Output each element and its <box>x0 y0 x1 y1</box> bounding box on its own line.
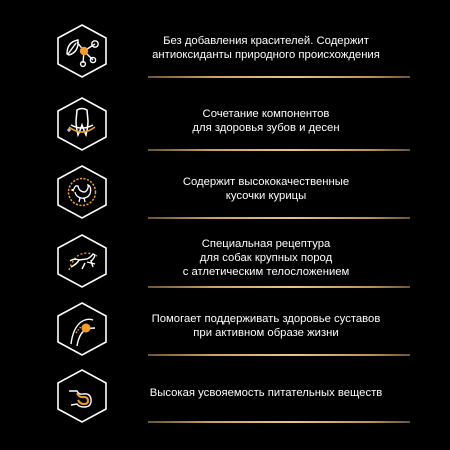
gold-divider <box>148 421 410 423</box>
molecule-leaf-icon <box>57 24 107 78</box>
feature-text: Высокая усвояемость питательных веществ <box>149 386 383 399</box>
feature-row <box>0 232 450 288</box>
feature-text: Помогает поддерживать здоровье суставов при активном образе жизни <box>151 312 381 339</box>
tooth-icon <box>57 97 107 151</box>
gold-divider <box>148 149 410 151</box>
feature-text: Сочетание компонентов для здоровья зубов и десен <box>192 107 340 134</box>
stomach-icon <box>57 369 107 423</box>
feature-row <box>0 95 450 151</box>
gold-divider <box>148 286 410 288</box>
gold-divider <box>148 354 410 356</box>
feature-row <box>0 22 450 78</box>
gold-divider <box>148 217 410 219</box>
chicken-icon <box>57 165 107 219</box>
feature-row <box>0 300 450 356</box>
feature-text: Специальная рецептура для собак крупных пород с атлетическим телосложением <box>182 237 350 278</box>
feature-row <box>0 163 450 219</box>
feature-text: Без добавления красителей. Содержит антиоксиданты природного происхождения <box>152 34 380 61</box>
joint-icon <box>57 302 107 356</box>
running-dog-icon <box>57 234 107 288</box>
feature-text: Содержит высококачественные кусочки курицы <box>182 175 350 202</box>
gold-divider <box>148 76 410 78</box>
feature-row <box>0 367 450 423</box>
